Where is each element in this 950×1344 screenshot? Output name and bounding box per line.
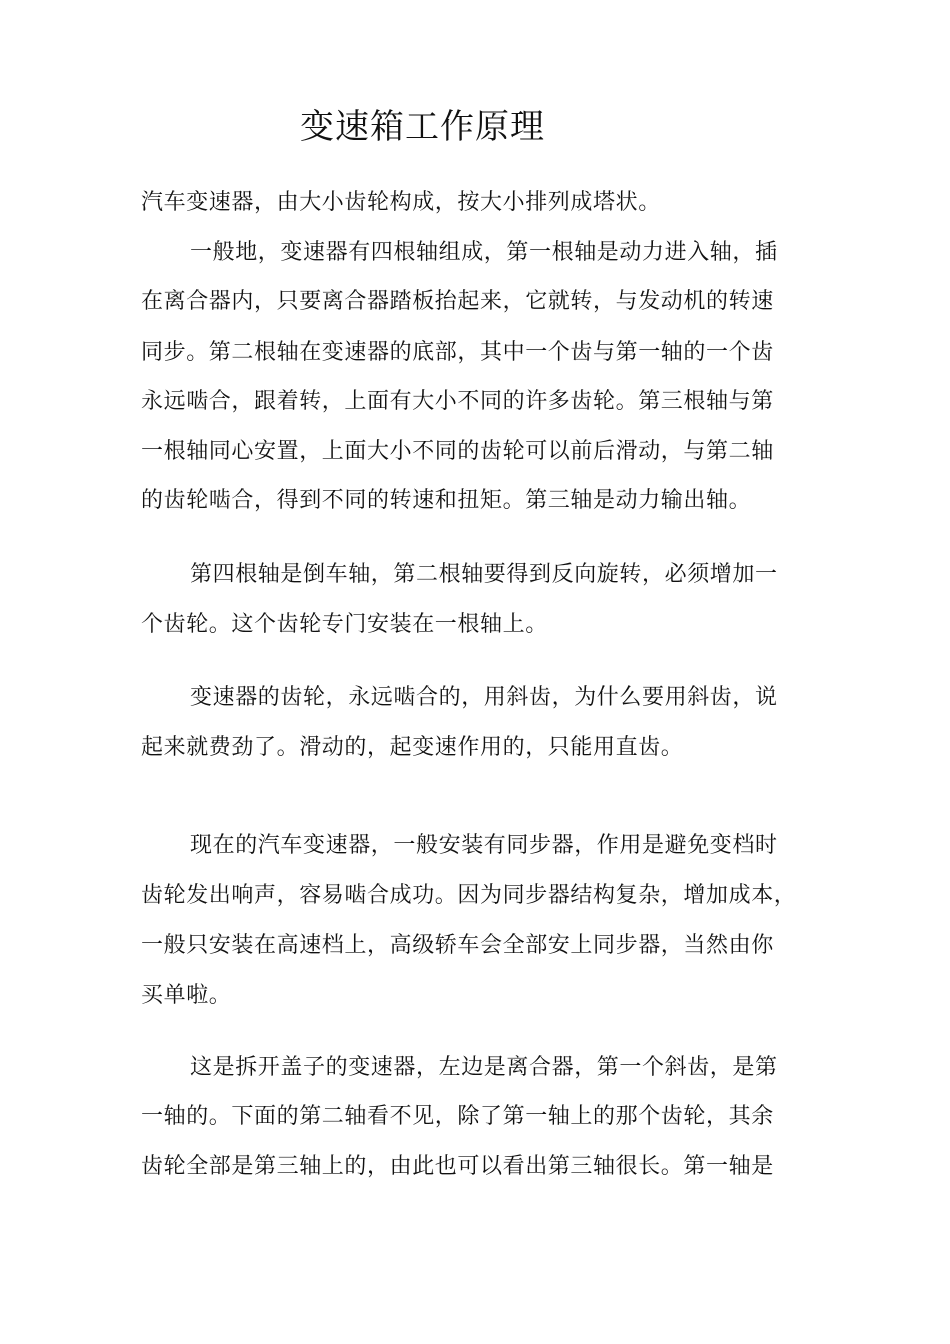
body-line: 的齿轮啮合，得到不同的转速和扭矩。第三轴是动力输出轴。	[141, 488, 752, 513]
body-line: 永远啮合，跟着转，上面有大小不同的许多齿轮。第三根轴与第	[141, 389, 774, 414]
body-line: 这是拆开盖子的变速器，左边是离合器，第一个斜齿，是第	[190, 1055, 778, 1080]
body-line: 现在的汽车变速器，一般安装有同步器，作用是避免变档时	[190, 833, 778, 858]
page-title: 变速箱工作原理	[300, 107, 545, 147]
body-line: 同步。第二根轴在变速器的底部，其中一个齿与第一轴的一个齿	[141, 340, 774, 365]
body-line: 第四根轴是倒车轴，第二根轴要得到反向旋转，必须增加一	[190, 562, 778, 587]
body-line: 一般地，变速器有四根轴组成，第一根轴是动力进入轴，插	[190, 240, 778, 265]
body-line: 一般只安装在高速档上，高级轿车会全部安上同步器，当然由你	[141, 933, 774, 958]
body-line: 变速器的齿轮，永远啮合的，用斜齿，为什么要用斜齿，说	[190, 685, 778, 710]
body-line: 齿轮全部是第三轴上的，由此也可以看出第三轴很长。第一轴是	[141, 1154, 774, 1179]
body-line: 起来就费劲了。滑动的，起变速作用的，只能用直齿。	[141, 735, 684, 760]
body-line: 个齿轮。这个齿轮专门安装在一根轴上。	[141, 612, 548, 637]
body-line: 汽车变速器，由大小齿轮构成，按大小排列成塔状。	[141, 190, 661, 215]
body-line: 齿轮发出响声，容易啮合成功。因为同步器结构复杂，增加成本，	[141, 883, 797, 908]
body-line: 一根轴同心安置，上面大小不同的齿轮可以前后滑动，与第二轴	[141, 439, 774, 464]
body-line: 一轴的。下面的第二轴看不见，除了第一轴上的那个齿轮，其余	[141, 1104, 774, 1129]
body-line: 在离合器内，只要离合器踏板抬起来，它就转，与发动机的转速	[141, 289, 774, 314]
body-line: 买单啦。	[141, 983, 232, 1008]
